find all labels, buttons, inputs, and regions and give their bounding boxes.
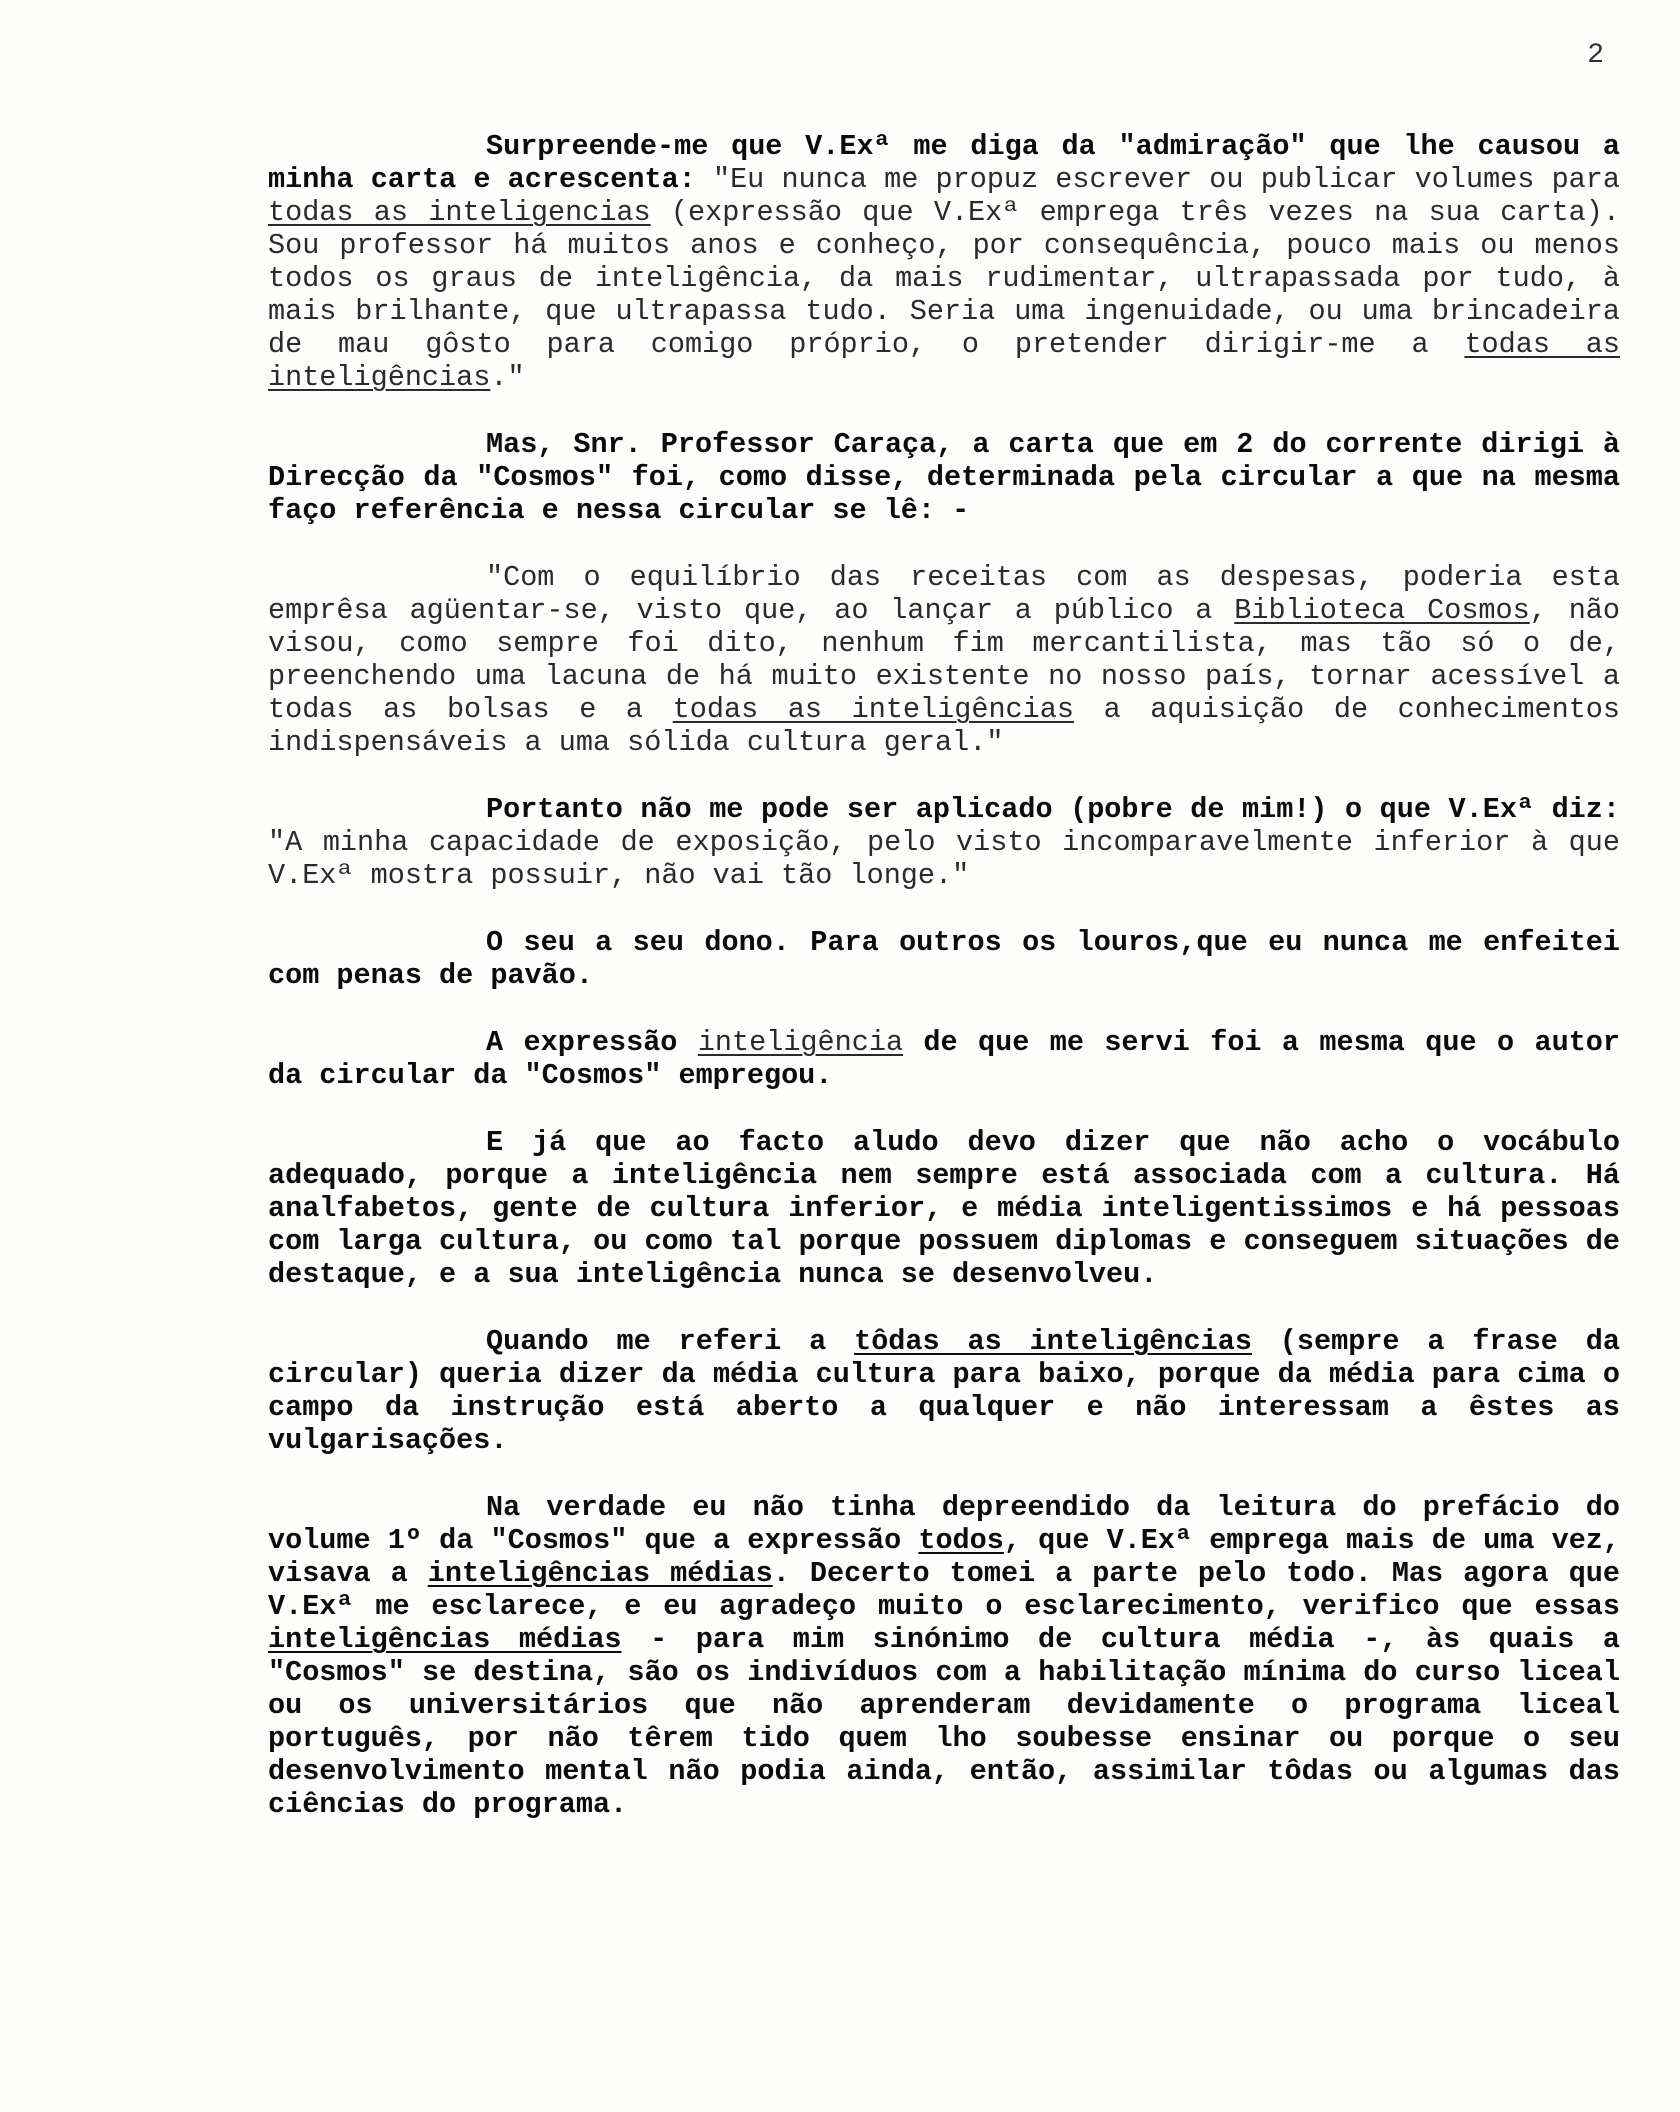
text-segment: Mas, Snr. Professor Caraça, a carta que em 2 do corrente dirigi à Direcção da "Cosmos" foi, como disse, determinada pela circular a que na mesma faço referência e nessa circular se lê: -	[268, 428, 1620, 527]
text-segment: (expressão que V.Exª emprega três vezes na sua carta). Sou professor há muitos anos e conheço, por consequência, pouco mais ou menos todos os graus de inteligência, da mais rudimentar, ultrapassada por tudo, à mais brilhante, que ultrapassa tudo. Seria uma ingenuidade, ou uma brincadeira de mau gôsto para comigo próprio, o pretender dirigir-me a	[268, 196, 1620, 361]
paragraph-1	[268, 130, 1620, 394]
text-segment: Surpreende-me que V.Exª me diga da "admiração" que lhe causou a minha carta e acrescenta:	[268, 130, 1620, 196]
text-segment: a aquisição de conhecimentos indispensáveis a uma sólida cultura geral."	[268, 693, 1621, 759]
page-number: 2	[1587, 40, 1604, 71]
text-segment: Na verdade eu não tinha depreendido da leitura do prefácio do volume 1º da "Cosmos" que a expressão	[268, 1491, 1620, 1557]
paragraph-4	[268, 793, 1620, 892]
paragraph-8	[268, 1325, 1620, 1457]
text-segment: - para mim sinónimo de cultura média -, às quais a "Cosmos" se destina, são os indivíduos com a habilitação mínima do curso liceal ou os universitários que não aprenderam devidamente o programa liceal português, por não têrem tido quem lho soubesse ensinar ou porque o seu desenvolvimento mental não podia ainda, então, assimilar tôdas ou algumas das ciências do programa.	[268, 1623, 1620, 1821]
text-segment: Quando me referi a	[486, 1325, 855, 1358]
underlined-phrase: inteligências médias	[427, 1557, 773, 1590]
paragraph-5	[268, 926, 1620, 992]
text-segment: (sempre a frase da circular) queria dizer da média cultura para baixo, porque da média para cima o campo da instrução está aberto a qualquer e não interessam a êstes as vulgarisações.	[268, 1325, 1621, 1457]
text-segment: , não visou, como sempre foi dito, nenhum fim mercantilista, mas tão só o de, preenchendo uma lacuna de há muito existente no nosso país, tornar acessível a todas as bolsas e a	[268, 594, 1621, 726]
text-segment: de que me servi foi a mesma que o autor da circular da "Cosmos" empregou.	[268, 1026, 1620, 1092]
text-segment: O seu a seu dono. Para outros os louros,que eu nunca me enfeitei com penas de pavão.	[268, 926, 1620, 992]
underlined-phrase: Biblioteca Cosmos	[1234, 594, 1530, 627]
text-segment: A expressão	[486, 1026, 698, 1059]
text-segment: . Decerto tomei a parte pelo todo. Mas agora que V.Exª me esclarece, e eu agradeço muito o esclarecimento, verifico que essas	[268, 1557, 1620, 1623]
underlined-phrase: tôdas as inteligências	[854, 1325, 1252, 1358]
text-segment: "Com o equilíbrio das receitas com as despesas, poderia esta emprêsa agüentar-se, visto que, ao lançar a público a	[268, 561, 1620, 627]
paragraph-7	[268, 1126, 1620, 1291]
underlined-phrase: todos	[918, 1524, 1004, 1557]
text-segment: , que V.Exª emprega mais de uma vez, visava a	[268, 1524, 1620, 1590]
paragraph-6	[268, 1026, 1620, 1092]
underlined-phrase: inteligências médias	[268, 1623, 622, 1656]
text-segment: "Eu nunca me propuz escrever ou publicar volumes para	[712, 163, 1620, 196]
underlined-phrase: inteligência	[697, 1026, 904, 1059]
paragraph-3	[268, 561, 1620, 759]
paragraph-2	[268, 428, 1620, 527]
text-segment: Portanto não me pode ser aplicado (pobre de mim!) o que V.Exª diz:	[486, 793, 1620, 826]
underlined-phrase: todas as inteligências	[268, 328, 1620, 394]
text-segment: E já que ao facto aludo devo dizer que não acho o vocábulo adequado, porque a inteligência nem sempre está associada com a cultura. Há analfabetos, gente de cultura inferior, e média inteligentissimos e há pessoas com larga cultura, ou como tal porque possuem diplomas e conseguem situações de destaque, e a sua inteligência nunca se desenvolveu.	[268, 1126, 1620, 1291]
text-segment: "A minha capacidade de exposição, pelo visto incomparavelmente inferior à que V.Exª mostra possuir, não vai tão longe."	[268, 826, 1620, 892]
text-segment: ."	[490, 361, 525, 394]
letter-body	[268, 130, 1620, 1855]
underlined-phrase: todas as inteligências	[672, 693, 1074, 726]
paragraph-9	[268, 1491, 1620, 1821]
underlined-phrase: todas as inteligencias	[268, 196, 651, 229]
